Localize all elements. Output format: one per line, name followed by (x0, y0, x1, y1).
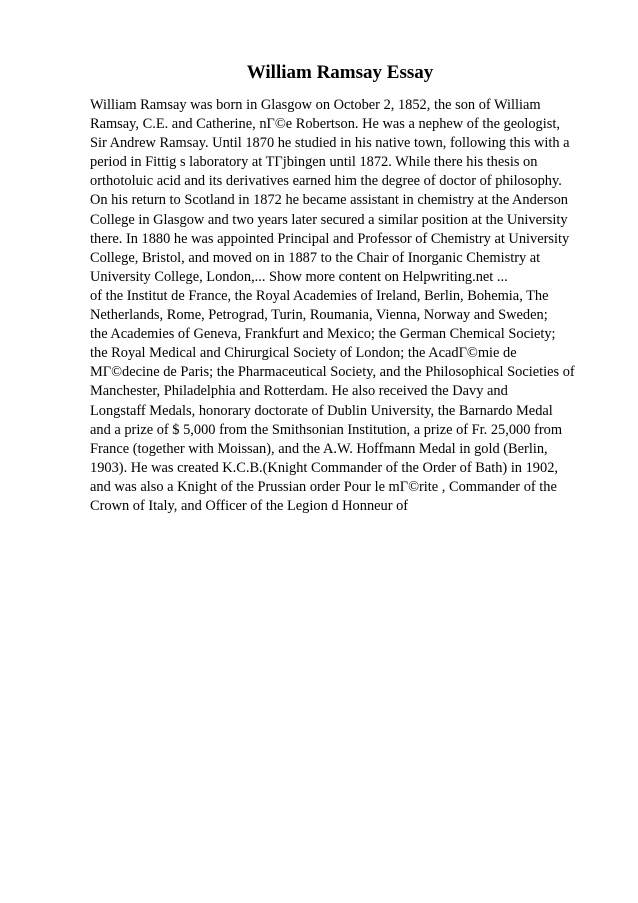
text-line: period in Fittig s laboratory at TГјbingen until 1872. While there his thesis on (90, 154, 538, 171)
text-line: MГ©decine de Paris; the Pharmaceutical Society, and the Philosophical Societies of (90, 364, 575, 381)
text-line: 1903). He was created K.C.B.(Knight Commander of the Order of Bath) in 1902, (90, 459, 558, 476)
page-title: William Ramsay Essay (246, 62, 434, 83)
essay-body (90, 96, 590, 516)
text-line: France (together with Moissan), and the A.W. Hoffmann Medal in gold (Berlin, (90, 440, 548, 457)
text-line: the Royal Medical and Chirurgical Society of London; the AcadГ©mie de (90, 345, 517, 362)
text-line: College, Bristol, and moved on in 1887 to the Chair of Inorganic Chemistry at (90, 249, 541, 266)
text-line: and was also a Knight of the Prussian order Pour le mГ©rite , Commander of the (90, 478, 557, 495)
text-line: William Ramsay was born in Glasgow on October 2, 1852, the son of William (90, 97, 541, 113)
text-line: Ramsay, C.E. and Catherine, nГ©e Robertson. He was a nephew of the geologist, (90, 116, 560, 133)
text-line: Longstaff Medals, honorary doctorate of Dublin University, the Barnardo Medal (90, 402, 553, 419)
text-line: there. In 1880 he was appointed Principal and Professor of Chemistry at University (90, 230, 570, 247)
text-line: Netherlands, Rome, Petrograd, Turin, Roumania, Vienna, Norway and Sweden; (90, 307, 548, 324)
text-line: of the Institut de France, the Royal Academies of Ireland, Berlin, Bohemia, The (90, 287, 549, 304)
text-line: On his return to Scotland in 1872 he became assistant in chemistry at the Anderson (90, 192, 568, 209)
text-line: College in Glasgow and two years later secured a similar position at the University (90, 211, 568, 228)
text-line: Manchester, Philadelphia and Rotterdam. He also received the Davy and (90, 383, 508, 400)
text-line: orthotoluic acid and its derivatives earned him the degree of doctor of philosophy. (90, 173, 562, 190)
text-line: University College, London,... Show more content on Helpwriting.net ... (90, 268, 508, 285)
text-line: and a prize of $ 5,000 from the Smithsonian Institution, a prize of Fr. 25,000 from (90, 421, 563, 438)
text-line: the Academies of Geneva, Frankfurt and Mexico; the German Chemical Society; (90, 326, 556, 343)
text-line: Crown of Italy, and Officer of the Legion d Honneur of (90, 497, 409, 514)
text-line: Sir Andrew Ramsay. Until 1870 he studied in his native town, following this with a (90, 135, 570, 152)
